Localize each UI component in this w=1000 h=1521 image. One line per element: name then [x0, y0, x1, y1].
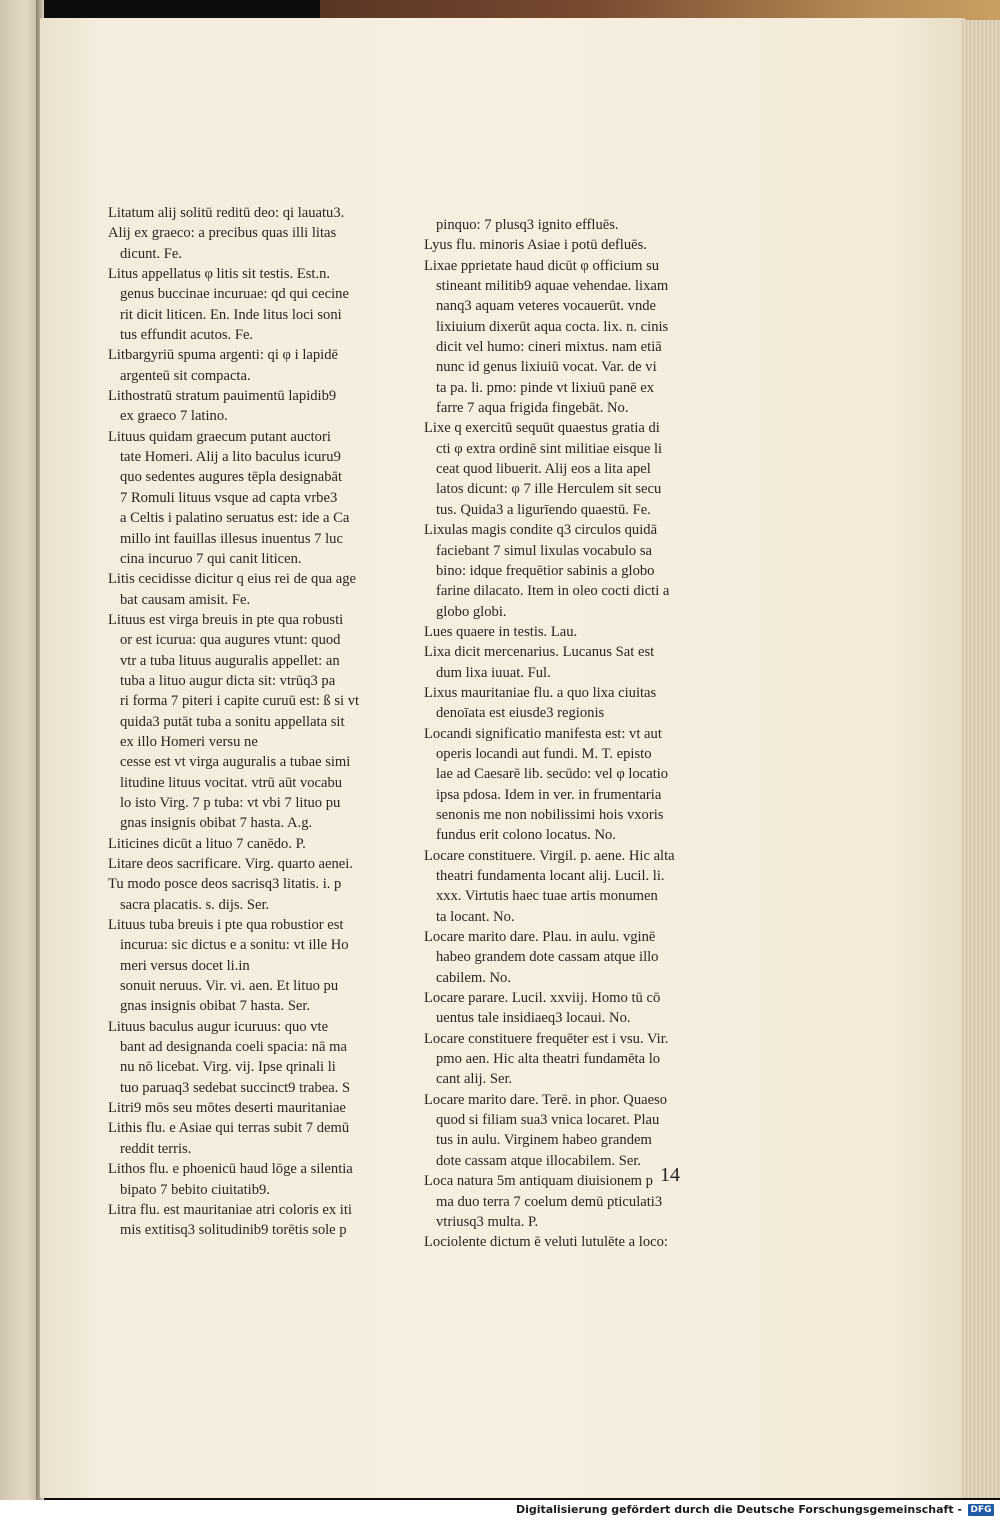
- text-line: lae ad Caesarē lib. secūdo: vel φ locatio: [436, 766, 669, 783]
- text-line: Lituus baculus augur icuruus: quo vte: [108, 1018, 329, 1035]
- text-line: cesse est vt virga auguralis a tubae simi: [120, 754, 351, 771]
- text-line: Lithos flu. e phoenicū haud lōge a silentia: [108, 1161, 353, 1178]
- right-text-column: [424, 215, 714, 1253]
- text-line: dum lixa iuuat. Ful.: [436, 664, 551, 681]
- text-line: Litra flu. est mauritaniae atri coloris ex iti: [108, 1201, 352, 1218]
- text-line: ma duo terra 7 coelum demū pticulati3: [436, 1193, 663, 1210]
- page-fore-edge: [962, 20, 1000, 1498]
- digitization-footer: [0, 1500, 1000, 1521]
- text-line: tus effundit acutos. Fe.: [120, 327, 254, 344]
- text-line: ri forma 7 piteri i capite curuū est: ß si vt: [120, 693, 360, 710]
- text-line: sonuit neruus. Vir. vi. aen. Et lituo pu: [120, 978, 339, 995]
- text-line: fundus erit colono locatus. No.: [436, 827, 616, 844]
- text-line: Lithostratū stratum pauimentū lapidib9: [108, 388, 337, 405]
- text-line: ex illo Homeri versu ne: [120, 733, 258, 750]
- text-line: ta locant. No.: [436, 908, 515, 925]
- text-line: vtriusq3 multa. P.: [436, 1213, 539, 1230]
- text-line: Lixe q exercitū sequūt quaestus gratia di: [424, 420, 660, 437]
- text-line: ex graeco 7 latino.: [120, 408, 228, 425]
- text-line: operis locandi aut fundi. M. T. episto: [436, 745, 652, 762]
- page-number: 14: [660, 1164, 680, 1186]
- text-line: senonis me non nobilissimi hois vxoris: [436, 806, 664, 823]
- text-line: habeo grandem dote cassam atque illo: [436, 949, 659, 966]
- text-line: cant alij. Ser.: [436, 1071, 513, 1088]
- text-line: dote cassam atque illocabilem. Ser.: [436, 1152, 642, 1169]
- text-line: stineant militib9 aquae vehendae. lixam: [436, 278, 669, 295]
- text-line: cabilem. No.: [436, 969, 511, 986]
- text-line: faciebant 7 simul lixulas vocabulo sa: [436, 542, 653, 559]
- text-line: xxx. Virtutis haec tuae artis monumen: [436, 888, 658, 905]
- text-line: quod si filiam sua3 vnica locaret. Plau: [436, 1112, 660, 1129]
- text-line: Lixae pprietate haud dicūt φ officium su: [424, 257, 660, 274]
- text-line: incurua: sic dictus e a sonitu: vt ille Ho: [120, 937, 349, 954]
- text-line: Alij ex graeco: a precibus quas illi litas: [108, 225, 337, 242]
- text-line: ceat quod libuerit. Alij eos a lita apel: [436, 461, 651, 478]
- text-line: Litri9 mōs seu mōtes deserti mauritaniae: [108, 1100, 346, 1117]
- text-line: Lixulas magis condite q3 circulos quidā: [424, 522, 658, 539]
- text-line: Litbargyriū spuma argenti: qi φ i lapidē: [108, 347, 338, 364]
- text-line: gnas insignis obibat 7 hasta. A.g.: [120, 815, 313, 832]
- text-line: Lituus quidam graecum putant auctori: [108, 428, 331, 445]
- text-line: farine dilacato. Item in oleo cocti dicti a: [436, 583, 670, 600]
- text-line: reddit terris.: [120, 1140, 192, 1157]
- text-line: tuo paruaq3 sedebat succinct9 trabea. S: [120, 1079, 351, 1096]
- text-line: nanq3 aquam veteres vocauerūt. vnde: [436, 298, 657, 315]
- text-line: Locandi significatio manifesta est: vt aut: [424, 725, 662, 742]
- text-line: Lithis flu. e Asiae qui terras subit 7 demū: [108, 1120, 350, 1137]
- text-line: Litatum alij solitū reditū deo: qi lauatu3.: [108, 205, 345, 221]
- text-line: tus. Quida3 a ligurīendo quaestū. Fe.: [436, 501, 651, 518]
- text-line: 7 Romuli lituus vsque ad capta vrbe3: [120, 489, 338, 506]
- text-line: or est icurua: qua augures vtunt: quod: [120, 632, 341, 649]
- text-line: pmo aen. Hic alta theatri fundamēta lo: [436, 1051, 661, 1068]
- text-line: Locare parare. Lucil. xxviij. Homo tū cō: [424, 990, 661, 1007]
- text-line: Locare marito dare. Terē. in phor. Quaeso: [424, 1091, 668, 1108]
- text-line: Loca natura 5m antiquam diuisionem p: [424, 1173, 653, 1190]
- text-line: Lyus flu. minoris Asiae i potū defluēs.: [424, 237, 647, 254]
- footer-credit: Digitalisierung gefördert durch die Deutsche Forschungsgemeinschaft -: [515, 1503, 962, 1516]
- text-line: rit dicit liticen. En. Inde litus loci soni: [120, 306, 342, 323]
- text-line: tus in aulu. Virginem habeo grandem: [436, 1132, 652, 1149]
- text-line: Litus appellatus φ litis sit testis. Est.n.: [108, 266, 331, 283]
- text-line: mis extitisq3 solitudinib9 torētis sole p: [120, 1222, 347, 1239]
- text-line: millo int fauillas illesus inuentus 7 luc: [120, 530, 343, 547]
- text-line: ipsa pdosa. Idem in ver. in frumentaria: [436, 786, 662, 803]
- text-line: cina incuruo 7 qui canit liticen.: [120, 550, 302, 567]
- text-line: theatri fundamenta locant alij. Lucil. li.: [436, 868, 665, 884]
- text-line: bino: idque frequētior sabinis a globo: [436, 562, 655, 579]
- text-line: latos dicunt: φ 7 ille Herculem sit secu: [436, 481, 662, 498]
- text-line: Locare constituere frequēter est i vsu. Vir.: [424, 1030, 669, 1047]
- text-line: argenteū sit compacta.: [120, 367, 251, 384]
- text-line: Locare marito dare. Plau. in aulu. vginē: [424, 929, 656, 946]
- text-line: Liticines dicūt a lituo 7 canēdo. P.: [108, 835, 306, 852]
- text-line: bant ad designanda coeli spacia: nā ma: [120, 1039, 347, 1056]
- text-line: dicit vel humo: cineri mixtus. nam etiā: [436, 339, 662, 356]
- text-line: Lituus tuba breuis i pte qua robustior est: [108, 917, 344, 934]
- text-line: lixiuium dixerūt aqua cocta. lix. n. cinis: [436, 318, 669, 335]
- text-line: Litare deos sacrificare. Virg. quarto aenei.: [108, 856, 353, 872]
- text-line: pinquo: 7 plusq3 ignito effluēs.: [436, 217, 619, 233]
- text-line: gnas insignis obibat 7 hasta. Ser.: [120, 998, 311, 1015]
- text-line: globo globi.: [436, 603, 507, 620]
- text-line: sacra placatis. s. dijs. Ser.: [120, 896, 270, 913]
- text-line: genus buccinae incuruae: qd qui cecine: [120, 286, 349, 303]
- text-line: a Celtis i palatino seruatus est: ide a Ca: [120, 510, 350, 527]
- text-line: vtr a tuba lituus auguralis appellet: an: [120, 652, 340, 669]
- text-line: nu nō licebat. Virg. vij. Ipse qrinali li: [120, 1059, 336, 1076]
- text-line: bipato 7 bebito ciuitatib9.: [120, 1181, 270, 1198]
- text-line: dicunt. Fe.: [120, 245, 183, 262]
- text-line: quo sedentes augures tēpla designabāt: [120, 469, 343, 486]
- text-line: Lixus mauritaniae flu. a quo lixa ciuitas: [424, 684, 657, 701]
- text-line: nunc id genus lixiuiū vocat. Var. de vi: [436, 359, 657, 376]
- text-line: Lociolente dictum ē veluti lutulēte a loco:: [424, 1234, 668, 1251]
- text-line: denoīata est eiusde3 regionis: [436, 705, 605, 722]
- text-line: bat causam amisit. Fe.: [120, 591, 251, 608]
- text-line: Lues quaere in testis. Lau.: [424, 623, 578, 640]
- text-line: tuba a lituo augur dicta sit: vtrūq3 pa: [120, 672, 336, 689]
- text-line: tate Homeri. Alij a lito baculus icuru9: [120, 449, 341, 466]
- text-line: Locare constituere. Virgil. p. aene. Hic alta: [424, 847, 675, 864]
- text-line: ta pa. li. pmo: pinde vt lixiuū panē ex: [436, 379, 655, 396]
- text-line: lo isto Virg. 7 p tuba: vt vbi 7 lituo pu: [120, 794, 341, 811]
- text-line: Lixa dicit mercenarius. Lucanus Sat est: [424, 644, 655, 661]
- left-text-column: [108, 203, 376, 1241]
- text-line: Lituus est virga breuis in pte qua robusti: [108, 611, 344, 628]
- text-line: meri versus docet li.in: [120, 957, 250, 974]
- text-line: cti φ extra ordinē sint militiae eisque li: [436, 440, 663, 457]
- text-line: uentus tale insidiaeq3 locaui. No.: [436, 1010, 631, 1027]
- text-line: Litis cecidisse dicitur q eius rei de qua age: [108, 571, 357, 588]
- text-line: Tu modo posce deos sacrisq3 litatis. i. p: [108, 876, 342, 893]
- dfg-logo: DFG: [968, 1504, 994, 1516]
- text-line: farre 7 aqua frigida fingebāt. No.: [436, 400, 629, 417]
- text-line: quida3 putāt tuba a sonitu appellata sit: [120, 713, 345, 730]
- text-line: litudine lituus vocitat. vtrū aūt vocabu: [120, 774, 343, 791]
